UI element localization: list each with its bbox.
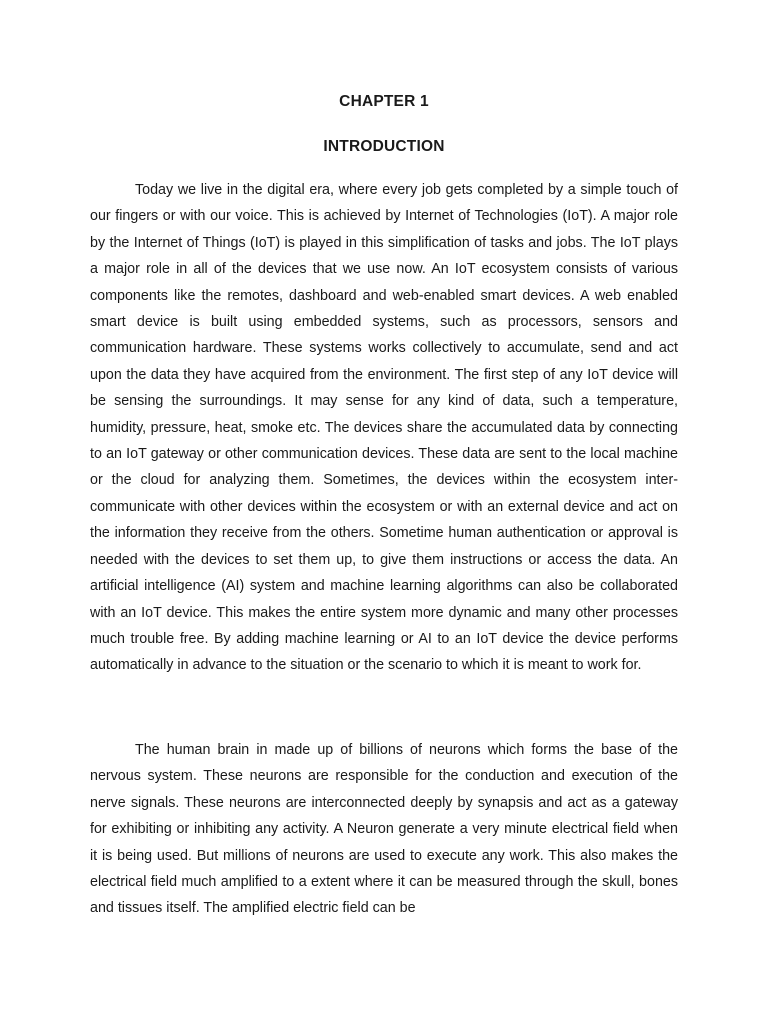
body-paragraph: Today we live in the digital era, where every job gets completed by a simple touch of our fingers or with our voice. This is achieved by Internet of Technologies (IoT). A major role by the Internet of Things (IoT) is played in this simplification of tasks and jobs. The IoT plays a major role in all of the devices that we use now. An IoT ecosystem consists of various components like the remotes, dashboard and web-enabled smart devices. A web enabled smart device is built using embedded systems, such as processors, sensors and communication hardware. These systems works collectively to accumulate, send and act upon the data they have acquired from the environment. The first step of any IoT device will be sensing the surroundings. It may sense for any kind of data, such a temperature, humidity, pressure, heat, smoke etc. The devices share the accumulated data by connecting to an IoT gateway or other communication devices. These data are sent to the local machine or the cloud for analyzing them. Sometimes, the devices within the ecosystem inter-communicate with other devices within the ecosystem or with an external device and act on the information they receive from the others. Sometime human authentication or approval is needed with the devices to set them up, to give them instructions or access the data. An artificial intelligence (AI) system and machine learning algorithms can also be collaborated with an IoT device. This makes the entire system more dynamic and many other processes much trouble free. By adding machine learning or AI to an IoT device the device performs automatically in advance to the situation or the scenario to which it is meant to work for.: [90, 182, 678, 674]
chapter-title: CHAPTER 1: [339, 93, 429, 110]
section-title: INTRODUCTION: [323, 138, 445, 155]
body-paragraph: The human brain in made up of billions of neurons which forms the base of the nervous system. These neurons are responsible for the conduction and execution of the nerve signals. These neurons are interconnected deeply by synapsis and act as a gateway for exhibiting or inhibiting any activity. A Neuron generate a very minute electrical field when it is being used. But millions of neurons are used to execute any work. This also makes the electrical field much amplified to a extent where it can be measured through the skull, bones and tissues itself. The amplified electric field can be: [90, 742, 678, 917]
